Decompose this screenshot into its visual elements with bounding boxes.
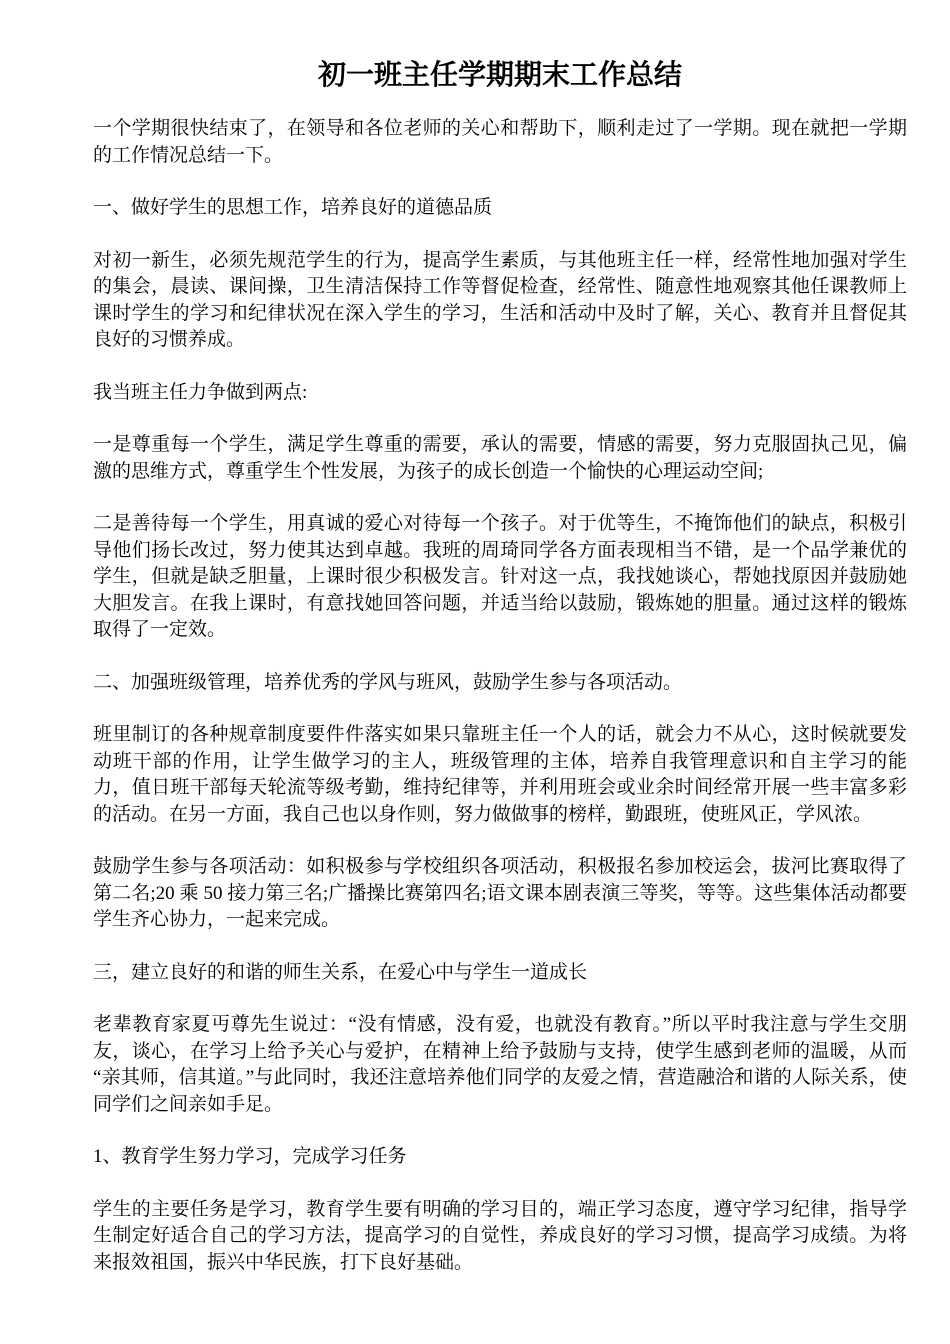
document-title: 初一班主任学期期末工作总结	[317, 60, 682, 91]
section-heading-sub-1: 1、教育学生努力学习，完成学习任务	[93, 1146, 407, 1167]
paragraph-intro: 一个学期很快结束了，在领导和各位老师的关心和帮助下，顺利走过了一学期。现在就把一学期的工作情况总结一下。	[93, 118, 907, 166]
paragraph: 二是善待每一个学生，用真诚的爱心对待每一个孩子。对于优等生，不掩饰他们的缺点，积极引导他们扬长改过，努力使其达到卓越。我班的周琦同学各方面表现相当不错，是一个品学兼优的学生，但就是缺乏胆量，上课时很少积极发言。针对这一点，我找她谈心，帮她找原因并鼓励她大胆发言。在我上课时，有意找她回答问题，并适当给以鼓励，锻炼她的胆量。通过这样的锻炼取得了一定效。	[93, 513, 907, 640]
paragraph: 我当班主任力争做到两点:	[93, 381, 308, 403]
paragraph: 鼓励学生参与各项活动：如积极参与学校组织各项活动，积极报名参加校运会，拔河比赛取得了第二名;20 乘 50 接力第三名;广播操比赛第四名;语文课本剧表演三等奖，等等。这些集体活动都要学生齐心协力，一起来完成。	[93, 856, 907, 930]
paragraph: 一是尊重每一个学生，满足学生尊重的需要，承认的需要，情感的需要，努力克服固执己见，偏激的思维方式，尊重学生个性发展，为孩子的成长创造一个愉快的心理运动空间;	[93, 434, 907, 482]
paragraph: 对初一新生，必须先规范学生的行为，提高学生素质，与其他班主任一样，经常性地加强对学生的集会，晨读、课间操，卫生清洁保持工作等督促检查，经常性、随意性地观察其他任课教师上课时学生的学习和纪律状况在深入学生的学习，生活和活动中及时了解，关心、教育并且督促其良好的习惯养成。	[93, 249, 907, 350]
section-heading-2: 二、加强班级管理，培养优秀的学风与班风，鼓励学生参与各项活动。	[93, 671, 683, 693]
section-heading-3: 三，建立良好的和谐的师生关系，在爱心中与学生一道成长	[93, 961, 588, 983]
section-heading-1: 一、做好学生的思想工作，培养良好的道德品质	[93, 197, 493, 218]
paragraph: 老辈教育家夏丏尊先生说过：“没有情感，没有爱，也就没有教育。”所以平时我注意与学生交朋友，谈心，在学习上给予关心与爱护，在精神上给予鼓励与支持，使学生感到老师的温暖，从而“亲其师，信其道。”与此同时，我还注意培养他们同学的友爱之情，营造融洽和谐的人际关系，使同学们之间亲如手足。	[93, 1014, 907, 1115]
paragraph: 学生的主要任务是学习，教育学生要有明确的学习目的，端正学习态度，遵守学习纪律，指导学生制定好适合自己的学习方法，提高学习的自觉性，养成良好的学习习惯，提高学习成绩。为将来报效祖国，振兴中华民族，打下良好基础。	[93, 1198, 907, 1273]
paragraph: 班里制订的各种规章制度要件件落实如果只靠班主任一个人的话，就会力不从心，这时候就要发动班干部的作用，让学生做学习的主人，班级管理的主体，培养自我管理意识和自主学习的能力，值日班干部每天轮流等级考勤，维持纪律等，并利用班会或业余时间经常开展一些丰富多彩的活动。在另一方面，我自己也以身作则，努力做做事的榜样，勤跟班，使班风正，学风浓。	[93, 724, 907, 825]
